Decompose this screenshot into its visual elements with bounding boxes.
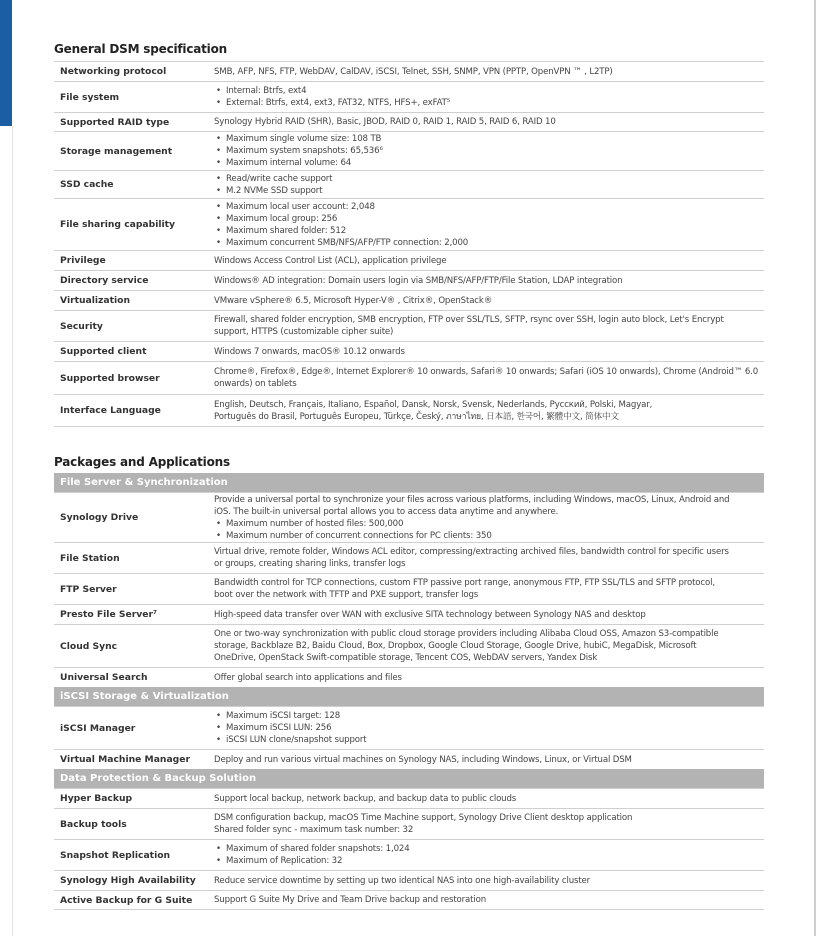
row-label: File sharing capability — [60, 219, 176, 230]
table-row — [54, 270, 764, 290]
row-label: Active Backup for G Suite — [60, 894, 193, 906]
table-row — [54, 839, 764, 870]
row-value: • Maximum single volume size: 108 TB • Maximum system snapshots: 65,536⁶ • Maximum internal volume: 64 — [214, 133, 764, 169]
row-label: Virtualization — [60, 295, 131, 306]
row-label: Universal Search — [60, 672, 148, 683]
packages-table — [54, 473, 764, 910]
table-row — [54, 341, 764, 361]
table-row — [54, 131, 764, 170]
category-header: File Server & Synchronization — [54, 473, 764, 492]
row-value: One or two-way synchronization with public cloud storage providers including Alibaba Cloud OSS, Amazon S3-compatible storage, Backblaze B2, Baidu Cloud, Box, Dropbox, Google Cloud Storage, Google Drive, hubiC, MegaDisk, Microsoft OneDrive, OpenStack Swift-compatible storage, Tencent COS, WebDAV servers, Yandex Disk — [214, 629, 719, 663]
row-label: Storage management — [60, 145, 173, 157]
section-title-packages: Packages and Applications — [54, 455, 230, 469]
row-value: Synology Hybrid RAID (SHR), Basic, JBOD, RAID 0, RAID 1, RAID 5, RAID 6, RAID 10 — [214, 117, 556, 127]
table-row — [54, 198, 764, 250]
table-row — [54, 706, 764, 749]
section-title-dsm: General DSM specification — [54, 42, 227, 56]
row-label: Hyper Backup — [60, 793, 133, 804]
row-label: Synology Drive — [60, 512, 139, 523]
side-accent-bar — [0, 0, 12, 126]
row-value: English, Deutsch, Français, Italiano, Español, Dansk, Norsk, Svensk, Nederlands, Русский, Polski, Magyar, Português do Brasil, Português Europeu, Türkçe, Český, ภาษาไทย, 日本語, 한국어, 繁體中文, 简体中文 — [214, 399, 653, 422]
table-row — [54, 61, 764, 81]
row-label: Synology High Availability — [60, 875, 196, 886]
row-label: Virtual Machine Manager — [60, 754, 190, 765]
table-row — [54, 749, 764, 769]
category-header: iSCSI Storage & Virtualization — [54, 687, 764, 706]
row-value: Virtual drive, remote folder, Windows ACL editor, compressing/extracting archived files, bandwidth control for specific users or groups, creating sharing links, transfer logs — [214, 547, 729, 569]
row-value: Reduce service downtime by setting up two identical NAS into one high-availability cluster — [214, 875, 591, 886]
row-value: Windows® AD integration: Domain users login via SMB/NFS/AFP/FTP/File Station, LDAP integration — [214, 275, 623, 286]
table-row — [54, 667, 764, 687]
row-label: Networking protocol — [60, 66, 167, 77]
dsm-spec-table — [54, 61, 764, 427]
row-label: FTP Server — [60, 583, 117, 595]
row-value: High-speed data transfer over WAN with exclusive SITA technology between Synology NAS and desktop — [214, 609, 646, 620]
row-label: Directory service — [60, 275, 149, 286]
row-value: VMware vSphere® 6.5, Microsoft Hyper-V® , Citrix®, OpenStack® — [214, 295, 493, 306]
table-row — [54, 542, 764, 573]
table-row — [54, 890, 764, 910]
row-value: Support local backup, network backup, and backup data to public clouds — [214, 793, 517, 804]
row-value: Provide a universal portal to synchronize your files across various platforms, including Windows, macOS, Linux, Android and iOS. The built-in universal portal allows you to access data anytime and anywhere. • Maximum number of hosted files: 500,000 • Maximum number of concurrent connections for PC clients: 350 — [214, 494, 764, 542]
row-value: Offer global search into applications and files — [214, 672, 402, 683]
row-label: File Station — [60, 552, 120, 564]
table-row — [54, 492, 764, 542]
table-row — [54, 112, 764, 131]
row-value: Firewall, shared folder encryption, SMB encryption, FTP over SSL/TLS, SFTP, rsync over SSH, login auto block, Let's Encrypt support, HTTPS (customizable cipher suite) — [214, 315, 724, 337]
row-label: Cloud Sync — [60, 640, 118, 652]
row-value: • Read/write cache support • M.2 NVMe SSD support — [214, 173, 764, 197]
table-row — [54, 81, 764, 112]
table-row — [54, 604, 764, 624]
row-label: Supported RAID type — [60, 116, 170, 128]
table-row — [54, 808, 764, 839]
row-value: Chrome®, Firefox®, Edge®, Internet Explorer® 10 onwards, Safari® 10 onwards; Safari (iOS 10 onwards), Chrome (Android™ 6.0 onwards) on tablets — [214, 367, 759, 389]
row-label: SSD cache — [60, 179, 114, 190]
row-label: Snapshot Replication — [60, 849, 171, 861]
row-label: Presto File Server⁷ — [60, 609, 158, 620]
table-row — [54, 788, 764, 808]
row-value: • Maximum of shared folder snapshots: 1,024 • Maximum of Replication: 32 — [214, 843, 764, 867]
row-value: Deploy and run various virtual machines on Synology NAS, including Windows, Linux, or Virtual DSM — [214, 754, 632, 765]
row-label: Security — [60, 320, 103, 332]
row-label: Privilege — [60, 255, 106, 266]
table-row — [54, 170, 764, 198]
table-row — [54, 394, 764, 427]
table-row — [54, 361, 764, 394]
row-label: Supported browser — [60, 372, 160, 384]
row-value: SMB, AFP, NFS, FTP, WebDAV, CalDAV, iSCSI, Telnet, SSH, SNMP, VPN (PPTP, OpenVPN ™ , L2TP) — [214, 66, 613, 77]
row-value: • Internal: Btrfs, ext4 • External: Btrfs, ext4, ext3, FAT32, NTFS, HFS+, exFAT⁵ — [214, 85, 764, 109]
table-row — [54, 250, 764, 270]
table-row — [54, 290, 764, 310]
row-label: File system — [60, 91, 120, 103]
row-value: Windows 7 onwards, macOS® 10.12 onwards — [214, 346, 405, 357]
row-label: iSCSI Manager — [60, 722, 136, 734]
row-value: • Maximum iSCSI target: 128 • Maximum iSCSI LUN: 256 • iSCSI LUN clone/snapshot support — [214, 710, 764, 746]
row-label: Backup tools — [60, 818, 127, 830]
row-value: Support G Suite My Drive and Team Drive backup and restoration — [214, 895, 487, 905]
row-label: Supported client — [60, 346, 147, 357]
table-row — [54, 573, 764, 604]
table-row — [54, 624, 764, 667]
table-row — [54, 870, 764, 890]
row-label: Interface Language — [60, 405, 161, 416]
row-value: Bandwidth control for TCP connections, custom FTP passive port range, anonymous FTP, FTP SSL/TLS and SFTP protocol, boot over the network with TFTP and PXE support, transfer logs — [214, 578, 715, 600]
row-value: • Maximum local user account: 2,048 • Maximum local group: 256 • Maximum shared folder: 512 • Maximum concurrent SMB/NFS/AFP/FTP connection: 2,000 — [214, 201, 764, 249]
page-margin-rule — [12, 126, 13, 936]
category-header: Data Protection & Backup Solution — [54, 769, 764, 788]
table-row — [54, 310, 764, 341]
row-value: DSM configuration backup, macOS Time Machine support, Synology Drive Client desktop application Shared folder sync - maximum task number: 32 — [214, 813, 633, 835]
row-value: Windows Access Control List (ACL), application privilege — [214, 255, 447, 266]
